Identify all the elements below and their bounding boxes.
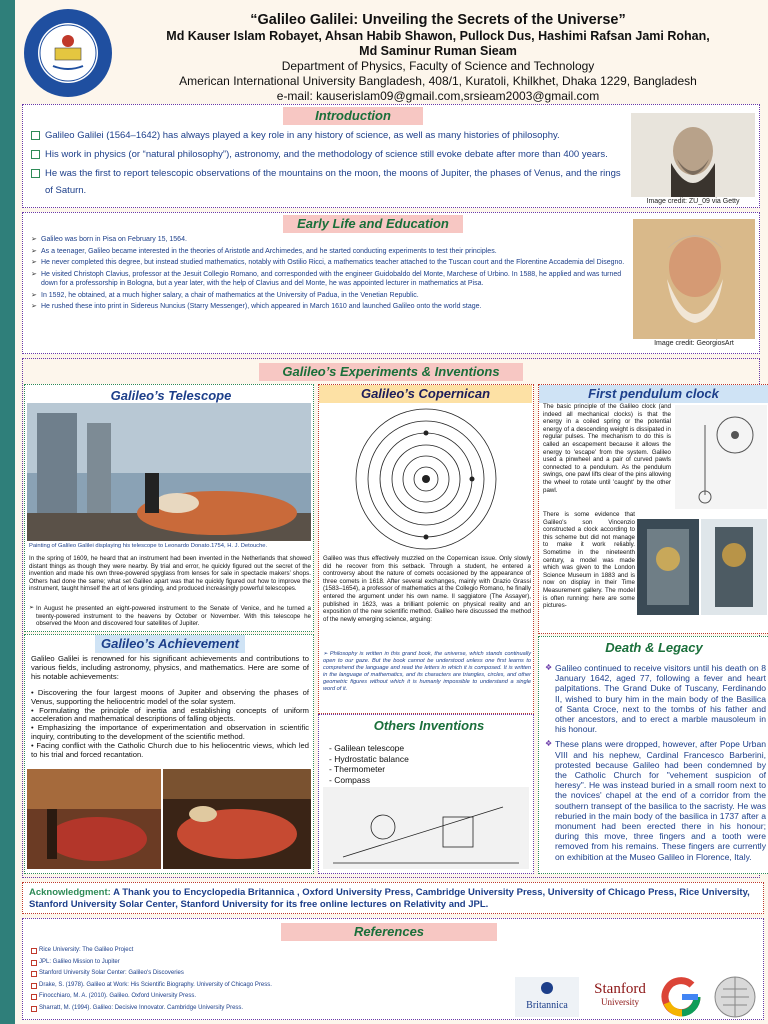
list-item: ➢ In August he presented an eight-powered instrument to the Senate of Venice, and he turned a twenty-powered instrument to the heavens by October or November. With this telescope he observed the Moon and discovered four satellites of Jupiter. [29, 605, 311, 628]
telescope-title: Galileo’s Telescope [110, 388, 232, 403]
achievement-list [31, 689, 309, 759]
pendulum-text-1: The basic principle of the Galileo clock (and indeed all mechanical clocks) is that the energy in a coiled spring or the potential energy of a descending weight is dissipated in regular pulses. The mechanism to do this is called an escapement because it allows the energy to 'escape' from the system. Galileo used a pinwheel and a pair of curved pawls connected to a pendulum. As the pendulum swings, one pawl lifts clear of the pins allowing the wheel to rotate until 'caught' by the other pawl. [543, 403, 671, 494]
list-item: Galileo Galilei (1564–1642) has always played a key role in any history of science, as well as many histories of philosophy. [31, 127, 626, 144]
list-item: JPL: Galileo Mission to Jupiter [31, 957, 451, 969]
galileo-painting-image [633, 219, 755, 339]
email: e-mail: kauserislam09@gmail.com,srsieam2003@gmail.com [276, 89, 600, 103]
authors-line-1: Md Kauser Islam Robayet, Ahsan Habib Shawon, Pullock Dus, Hashimi Rafsan Jami Rohan, [166, 29, 710, 43]
copernican-section [318, 384, 534, 714]
death-list [545, 663, 766, 867]
death-title: Death & Legacy [605, 640, 703, 655]
google-logo-icon [659, 975, 705, 1019]
copernican-diagram-image [323, 405, 529, 553]
achievement-section [24, 634, 314, 874]
list-item: ❖ Galileo continued to receive visitors until his death on 8 January 1642, aged 77, following a fever and heart palpitations. The Grand Duke of Tuscany, Ferdinando II, wished to bury him in the main body of the Basilica of Santa Croce, next to the tombs of his father and other ancestors, and to erect a marble mausoleum in his honour. [545, 663, 766, 734]
acknowledgment-text [29, 887, 757, 911]
intro-image-credit: Image credit: ZU_09 via Getty [646, 198, 740, 205]
list-item: ❖ These plans were dropped, however, after Pope Urban VIII and his nephew, Cardinal Francesco Barberini, protested because Galileo had been condemned by the Catholic Church for "vehement suspicion of heresy". He was instead buried in a small room next to the novices' chapel at the end of a corridor from the southern transept of the basilica to the sacristy. He was reburied in the main body of the basilica in 1737 after a monument had been erected there in his honour; during this move, three fingers and a tooth were removed from his remains. These fingers are currently on exhibition at the Museo Galileo in Florence, Italy. [545, 739, 766, 861]
list-item: He was the first to report telescopic observations of the mountains on the moon, the moons of Jupiter, the phases of Venus, and the rings of Saturn. [31, 165, 626, 199]
stanford-wordmark: Stanford [594, 981, 646, 997]
clock-model-image-2 [701, 519, 767, 615]
early-life-section [22, 212, 760, 354]
achievement-title: Galileo’s Achievement [95, 635, 245, 653]
achievement-intro: Galileo Galilei is renowned for his significant achievements and contributions to various fields, including astronomy, physics, and mathematics. Here are some of his notable achievements: [31, 654, 309, 681]
list-item: ➢ In 1592, he obtained, at a much higher salary, a chair of mathematics at the University of Padua, in the Venetian Republic. [31, 291, 626, 301]
introduction-section [22, 104, 760, 208]
acknowledgment-label: Acknowledgment: [29, 887, 111, 898]
introduction-list [31, 127, 626, 201]
list-item: ➢ He rushed these into print in Sidereus Nuncius (Starry Messenger), which appeared in March 1610 and launched Galileo onto the world stage. [31, 302, 626, 312]
list-item: ➢ Galileo was born in Pisa on February 15, 1564. [31, 235, 626, 245]
britannica-thistle-icon [535, 981, 559, 995]
list-item: ➢ He never completed this degree, but instead studied mathematics, notably with Ostilio Ricci, a mathematics teacher attached to the Tuscan court and the Florentine Accademia del Disegno. [31, 258, 626, 268]
inventions-drawing-image [323, 787, 529, 869]
early-life-list [31, 235, 626, 314]
list-item: - Thermometer [329, 764, 409, 775]
copernican-title: Galileo’s Copernican [319, 385, 532, 403]
department: Department of Physics, Faculty of Science and Technology [281, 59, 595, 73]
trial-painting-image-1 [27, 769, 161, 869]
list-item: • Formulating the principle of inertia and establishing concepts of uniform acceleration and mathematical descriptions of falling objects. [31, 705, 309, 724]
university-logo [23, 8, 113, 98]
list-item: - Hydrostatic balance [329, 754, 409, 765]
stanford-subtitle: University [601, 997, 639, 1007]
list-item: • Emphasizing the importance of experimentation and observation in scientific inquiry, contributing to the development of the scientific method. [31, 723, 309, 741]
pendulum-text-2: There is some evidence that Galileo's son Vincenzio constructed a clock according to this scheme but did not manage to make it work reliably. Sometime in the nineteenth century, a model was made which was given to the London Science Museum in 1883 and is now on display in their Time Measurement gallery. The model is often running: here are some pictures- [543, 511, 635, 610]
others-section [318, 714, 534, 874]
list-item: Drake, S. (1978). Galileo at Work: His Scientific Biography. University of Chicago Press. [31, 980, 451, 992]
early-life-title: Early Life and Education [283, 215, 463, 233]
britannica-logo [515, 977, 579, 1017]
early-image-credit: Image credit: GeorgiosArt [654, 340, 734, 347]
list-item: • Discovering the four largest moons of Jupiter and observing the phases of Venus, supporting the heliocentric model of the solar system. [31, 688, 309, 706]
list-item: • Facing conflict with the Catholic Church due to his heliocentric views, which led to his trial and forced recantation. [31, 740, 309, 759]
introduction-title: Introduction [283, 107, 423, 125]
list-item: ➢ As a teenager, Galileo became interested in the theories of Aristotle and Archimedes, and he started conducting experiments to test their principles. [31, 247, 626, 257]
header [18, 2, 764, 102]
galileo-portrait-image [631, 113, 755, 197]
references-list [31, 945, 451, 1014]
telescope-painting-image [27, 403, 311, 541]
telescope-caption: Painting of Galileo Galilei displaying his telescope to Leonardo Donato.1754, H. J. Detouche. [29, 543, 268, 549]
list-item: - Galilean telescope [329, 743, 409, 754]
telescope-bullets [29, 605, 311, 628]
list-item: Sharratt, M. (1994). Galileo: Decisive Innovator. Cambridge University Press. [31, 1003, 451, 1015]
list-item: - Compass [329, 775, 409, 786]
list-item: ➢ He visited Christoph Clavius, professor at the Jesuit Collegio Romano, and corresponded with the engineer Guidobaldo del Monte, Marchese of Urbino. In 1588, he applied and was turned down for a professorship in Bologna, but a year later, with the help of Clavius and del Monte, he was appointed lecturer in mathematics at Pisa. [31, 270, 626, 289]
clock-model-image-1 [637, 519, 699, 615]
poster-title: “Galileo Galilei: Unveiling the Secrets of the Universe” [250, 12, 626, 28]
britannica-wordmark: Britannica [526, 1000, 568, 1011]
quote-text: Philosophy is written in this grand book, the universe, which stands continually open to our gaze. But the book cannot be understood unless one first learns to comprehend the language and read the letters in which it is composed. It is written in the language of mathematics, and its characters are triangles, circles, and other geometric figures without which it is humanly impossible to understand a single word of it. [323, 651, 531, 692]
experiments-title: Galileo’s Experiments & Inventions [259, 363, 523, 381]
copernican-text: Galileo was thus effectively muzzled on the Copernican issue. Only slowly did he recover from this setback. Through a student, he entered a controversy about the nature of comets occasioned by the appearance of three comets in 1618. After several exchanges, mainly with Orazio Grassi (1583–1654), a professor of mathematics at the Collegio Romano, he finally entered the argument under his own name. Il saggiatore (The Assayer), published in 1623, was a brilliant polemic on physical reality and an exposition of the new scientific method. Galileo here discussed the method of the newly emerging science, arguing: [323, 555, 531, 623]
authors-line-2: Md Saminur Ruman Sieam [359, 44, 517, 58]
poster [18, 2, 764, 1022]
list-item: Stanford University Solar Center: Galileo's Discoveries [31, 968, 451, 980]
pendulum-diagram-image [675, 405, 767, 509]
copernican-quote [323, 651, 531, 693]
stanford-logo [585, 981, 655, 1017]
list-item: His work in physics (or “natural philosophy”), astronomy, and the methodology of science still evoke debate after more than 400 years. [31, 146, 626, 163]
telescope-section [24, 384, 314, 632]
death-section [538, 636, 768, 874]
quote-marker: ➢ [323, 651, 330, 657]
wikipedia-logo-icon [713, 975, 757, 1019]
others-list [329, 743, 409, 785]
left-accent-bar [0, 0, 15, 1024]
references-section [22, 918, 764, 1020]
list-item: Rice University: The Galileo Project [31, 945, 451, 957]
others-title: Others Inventions [373, 718, 485, 733]
pendulum-section [538, 384, 768, 634]
title-block [118, 12, 758, 104]
acknowledgment-section [22, 882, 764, 914]
list-item: Finocchiaro, M. A. (2010). Galileo. Oxford University Press. [31, 991, 451, 1003]
telescope-text: In the spring of 1609, he heard that an instrument had been invented in the Netherlands that showed distant things as though they were nearby. By trial and error, he quickly figured out the secret of the invention and made his own three-powered spyglass from lenses for sale in spectacle makers’ shops. Others had done the same; what set Galileo apart was that he quickly figured out how to improve the instrument, taught himself the art of lens grinding, and produced increasingly powerful telescopes. [29, 555, 311, 593]
pendulum-title: First pendulum clock [539, 385, 768, 403]
trial-painting-image-2 [163, 769, 311, 869]
university-address: American International University Bangladesh, 408/1, Kuratoli, Khilkhet, Dhaka 1229, Bangladesh [179, 74, 697, 88]
acknowledgment-body: A Thank you to Encyclopedia Britannica , Oxford University Press, Cambridge University Press, University of Chicago Press, Rice University, Stanford University Solar Center, Stanford University for its free online lectures on Relativity and JPL. [29, 887, 750, 910]
references-title: References [281, 923, 497, 941]
